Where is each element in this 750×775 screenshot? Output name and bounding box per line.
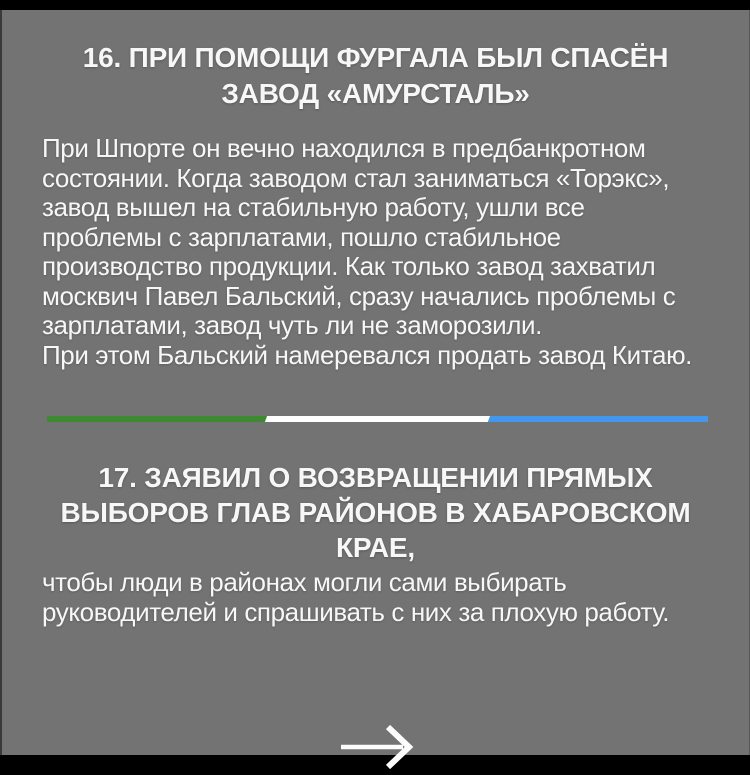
section-17 (42, 460, 709, 627)
divider-green-segment (47, 416, 267, 422)
section-16-heading: 16. ПРИ ПОМОЩИ ФУРГАЛА БЫЛ СПАСЁН ЗАВОД «АМУРСТАЛЬ» (82, 42, 669, 109)
right-arrow-icon (337, 724, 415, 770)
tricolor-flag-divider (47, 416, 708, 422)
divider-white-segment (265, 416, 490, 422)
section-16-paragraph-2: При этом Бальский намеревался продать завод Китаю. (42, 339, 692, 370)
section-17-paragraph-1: чтобы люди в районах могли сами выбирать руководителей и спрашивать с них за плохую работу. (42, 567, 670, 627)
section-16-paragraph-1: При Шпорте он вечно находился в предбанкротном состоянии. Когда заводом стал заниматься «Торэкс», завод вышел на стабильную работу, ушли все проблемы с зарплатами, пошло стабильное производство продукции. Как только завод захватил москвич Павел Бальский, сразу начались проблемы с зарплатами, завод чуть ли не заморозили. (42, 133, 676, 340)
section-17-heading: 17. ЗАЯВИЛ О ВОЗВРАЩЕНИИ ПРЯМЫХ ВЫБОРОВ ГЛАВ РАЙОНОВ В ХАБАРОВСКОМ КРАЕ, (60, 462, 691, 563)
next-arrow-row (42, 724, 709, 775)
slide-canvas (0, 10, 750, 755)
section-16 (42, 10, 709, 370)
divider-blue-segment (488, 416, 708, 422)
top-letterbox-bar (0, 0, 750, 10)
next-slide-button[interactable] (337, 724, 415, 770)
